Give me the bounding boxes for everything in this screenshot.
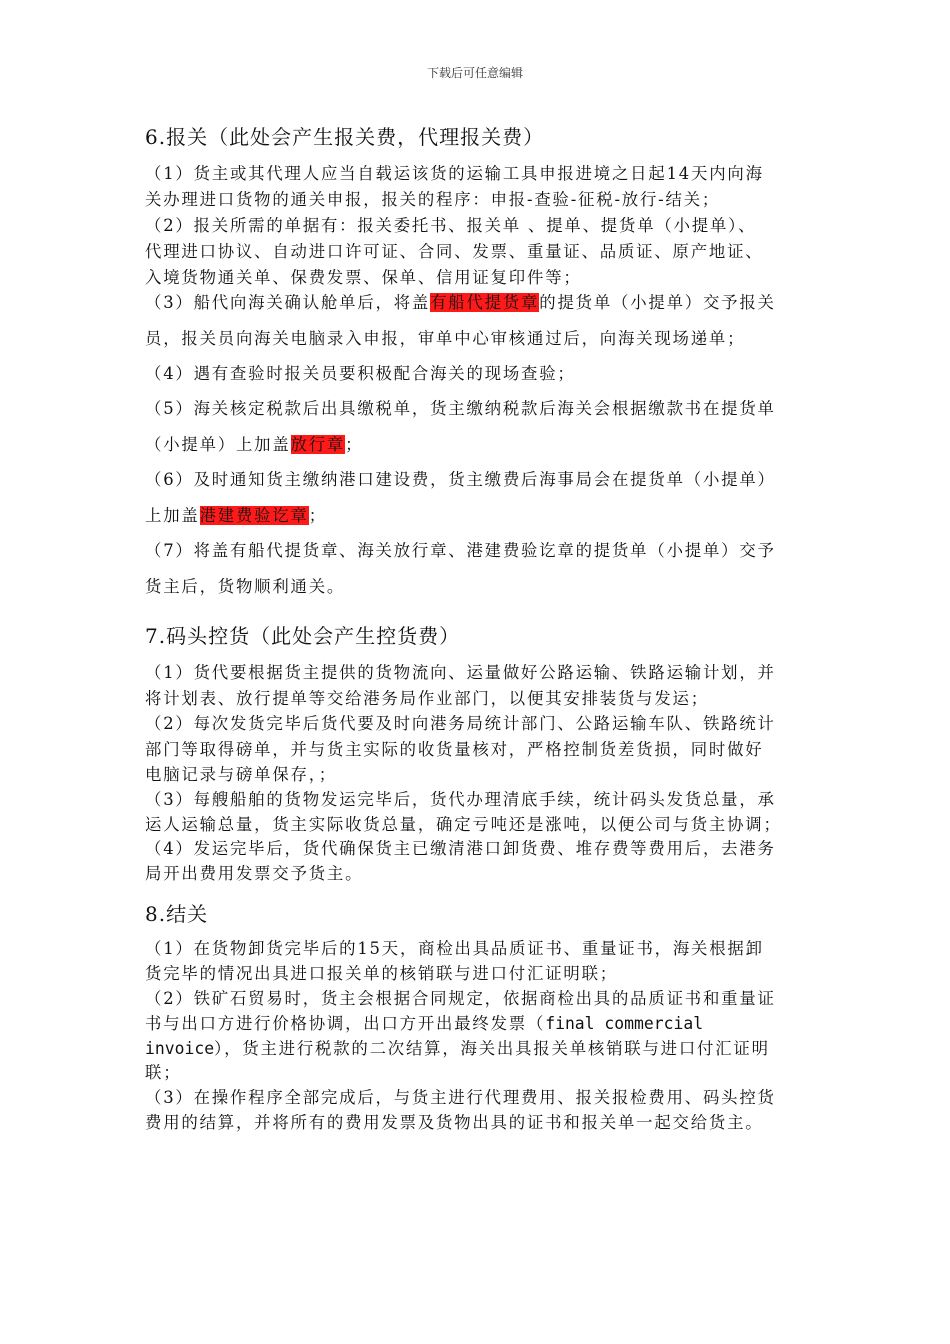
s8-line-5-english: invoice (145, 1039, 215, 1058)
s7-line-6: （3）每艘船舶的货物发运完毕后，货代办理清底手续，统计码头发货总量，承 (145, 790, 776, 809)
s6-line-2: 关办理进口货物的通关申报，报关的程序：申报-查验-征税-放行-结关； (145, 190, 721, 209)
s6-line-6-b: 的提货单（小提单）交予报关 (539, 293, 776, 312)
s8-line-4-a: 书与出口方进行价格协调，出口方开出最终发票（ (145, 1014, 546, 1033)
s7-line-3: （2）每次发货完毕后货代要及时向港务局统计部门、公路运输车队、铁路统计 (145, 714, 776, 733)
highlight-release-stamp: 放行章 (290, 435, 346, 454)
s7-line-9: 局开出费用发票交予货主。 (145, 864, 364, 883)
s6-line-10-b: ； (345, 435, 364, 454)
s7-line-7: 运人运输总量，货主实际收货总量，确定亏吨还是涨吨，以便公司与货主协调； (145, 815, 782, 834)
section-6-title: 6.报关（此处会产生报关费，代理报关费） (145, 125, 545, 149)
s6-line-10 (145, 431, 810, 455)
s6-line-1: （1）货主或其代理人应当自载运该货的运输工具申报进境之日起14天内向海 (145, 164, 764, 183)
s7-line-4: 部门等取得磅单，并与货主实际的收货量核对，严格控制货差货损，同时做好 (145, 740, 764, 759)
section-7-title: 7.码头控货（此处会产生控货费） (145, 624, 461, 648)
s6-line-12-b: ； (308, 506, 327, 525)
highlight-port-fee-stamp: 港建费验讫章 (199, 506, 309, 525)
s6-line-5: 入境货物通关单、保费发票、保单、信用证复印件等； (145, 268, 582, 287)
page-header: 下载后可任意编辑 (426, 66, 523, 80)
s6-line-12-a: 上加盖 (145, 506, 200, 525)
s7-line-2: 将计划表、放行提单等交给港务局作业部门，以便其安排装货与发运； (145, 689, 709, 708)
s6-line-3: （2）报关所需的单据有：报关委托书、报关单 、提单、提货单（小提单）、 (145, 216, 757, 235)
s6-line-9: （5）海关核定税款后出具缴税单，货主缴纳税款后海关会根据缴款书在提货单 (145, 399, 776, 418)
s7-line-1: （1）货代要根据货主提供的货物流向、运量做好公路运输、铁路运输计划，并 (145, 663, 776, 682)
s7-line-5: 电脑记录与磅单保存，； (145, 765, 337, 784)
s8-line-3: （2）铁矿石贸易时，货主会根据合同规定，依据商检出具的品质证书和重量证 (145, 989, 776, 1008)
s8-line-8: 费用的结算，并将所有的费用发票及货物出具的证书和报关单一起交给货主。 (145, 1113, 764, 1132)
section-8-title: 8.结关 (145, 902, 209, 926)
s6-line-7: 员，报关员向海关电脑录入申报，审单中心审核通过后，向海关现场递单； (145, 329, 746, 348)
s6-line-13: （7）将盖有船代提货章、海关放行章、港建费验讫章的提货单（小提单）交予 (145, 541, 776, 560)
s8-line-4 (145, 1010, 810, 1034)
s6-line-14: 货主后，货物顺利通关。 (145, 577, 346, 596)
s8-line-2: 货完毕的情况出具进口报关单的核销联与进口付汇证明联； (145, 964, 618, 983)
s6-line-6 (145, 289, 810, 313)
s8-line-7: （3）在操作程序全部完成后，与货主进行代理费用、报关报检费用、码头控货 (145, 1088, 776, 1107)
s6-line-11: （6）及时通知货主缴纳港口建设费，货主缴费后海事局会在提货单（小提单） (145, 470, 776, 489)
s8-line-6: 联； (145, 1063, 182, 1082)
s6-line-6-a: （3）船代向海关确认舱单后，将盖 (145, 293, 431, 312)
s8-line-5 (145, 1035, 810, 1059)
s8-line-4-english: final commercial (545, 1014, 704, 1033)
s6-line-12 (145, 502, 810, 526)
s7-line-8: （4）发运完毕后，货代确保货主已缴清港口卸货费、堆存费等费用后，去港务 (145, 839, 776, 858)
s6-line-8: （4）遇有查验时报关员要积极配合海关的现场查验； (145, 364, 576, 383)
s8-line-5-b: ），货主进行税款的二次结算，海关出具报关单核销联与进口付汇证明 (214, 1039, 770, 1058)
s6-line-4: 代理进口协议、自动进口许可证、合同、发票、重量证、品质证、原产地证、 (145, 242, 764, 261)
s8-line-1: （1）在货物卸货完毕后的15天，商检出具品质证书、重量证书，海关根据卸 (145, 939, 764, 958)
s6-line-10-a: （小提单）上加盖 (145, 435, 291, 454)
highlight-ship-agent-stamp: 有船代提货章 (430, 293, 540, 312)
